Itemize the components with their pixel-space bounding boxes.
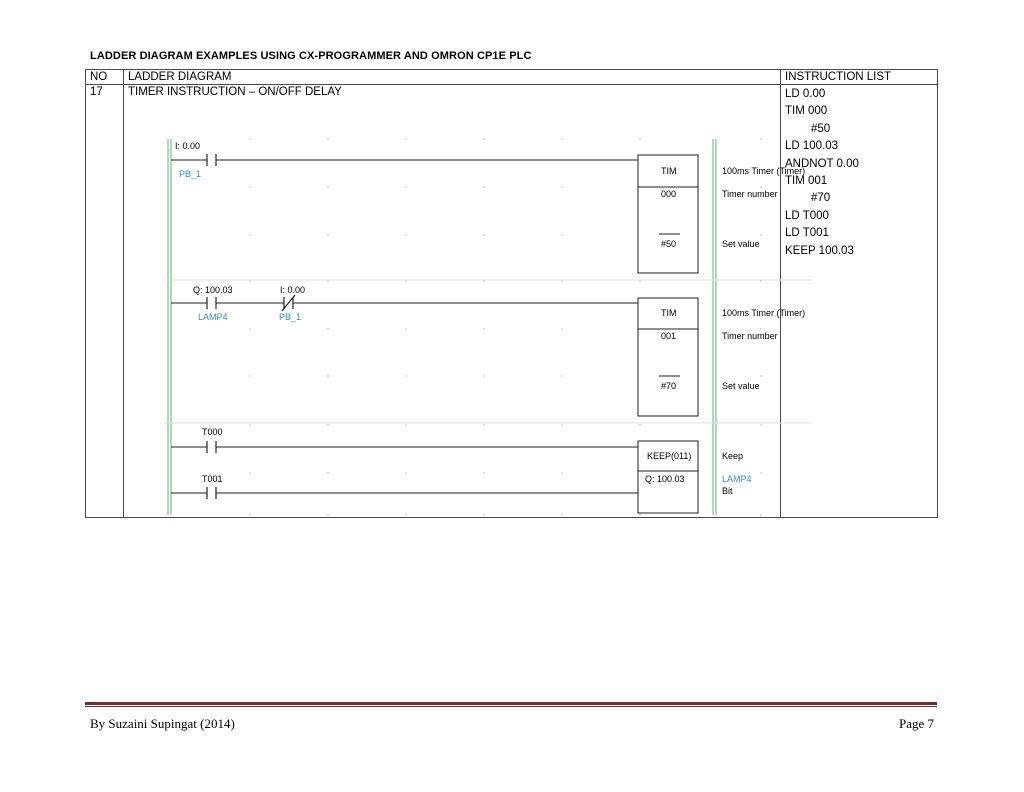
grid-dot [760, 328, 762, 330]
rung1-block-name: TIM [661, 166, 677, 176]
rung1-timer-number: 000 [661, 189, 677, 199]
grid-dot [249, 234, 251, 236]
rung1-set-value: #50 [661, 239, 677, 249]
grid-dot [405, 186, 407, 188]
instruction-line: LD 0.00 [785, 88, 826, 100]
document-title: LADDER DIAGRAM EXAMPLES USING CX-PROGRAMMER AND OMRON CP1E PLC [90, 50, 532, 62]
instruction-line: TIM 000 [785, 105, 828, 118]
grid-dot [639, 424, 641, 426]
grid-dot [639, 138, 641, 140]
grid-dot [249, 514, 251, 516]
grid-dot [483, 424, 485, 426]
rung3-desc-block: Keep [722, 451, 744, 461]
rung3-reset-contact[interactable] [207, 487, 216, 499]
rung3-block-operand: Q: 100.03 [645, 474, 685, 484]
instruction-line: LD 100.03 [785, 140, 839, 153]
grid-dot [561, 234, 563, 236]
rung2-no-contact[interactable] [207, 297, 216, 309]
grid-dot [483, 186, 485, 188]
grid-dot [405, 328, 407, 330]
grid-dot [760, 514, 762, 516]
rung2-block-name: TIM [661, 308, 677, 318]
grid-dot [483, 328, 485, 330]
rung1-desc-number: Timer number [722, 189, 778, 199]
grid-dot [483, 234, 485, 236]
rung-3 [171, 427, 752, 513]
grid-dot [327, 472, 329, 474]
header-no: NO [86, 70, 124, 85]
grid-dot [561, 186, 563, 188]
grid-dot [327, 186, 329, 188]
rung1-contact-comment: PB_1 [179, 169, 202, 179]
rung3-desc-operand-comment: LAMP4 [722, 474, 752, 484]
grid-dot [405, 472, 407, 474]
grid-dot [405, 234, 407, 236]
footer-rule [85, 702, 937, 705]
grid-dot [405, 424, 407, 426]
diagram-title: TIMER INSTRUCTION – ON/OFF DELAY [128, 86, 342, 98]
rung-1 [171, 141, 805, 273]
footer-page-number: Page 7 [898, 716, 934, 731]
grid-dot [760, 375, 762, 377]
rung1-no-contact[interactable] [207, 154, 216, 166]
ladder-table [85, 69, 938, 518]
grid-dot [249, 328, 251, 330]
instruction-list-cell [781, 85, 938, 518]
grid-dot [327, 375, 329, 377]
rung2-desc-number: Timer number [722, 331, 778, 341]
rung1-contact-address: I: 0.00 [175, 141, 201, 151]
grid-dot [760, 234, 762, 236]
grid-dot [249, 472, 251, 474]
instruction-line: #50 [811, 122, 831, 135]
grid-dot [561, 472, 563, 474]
grid-dot [327, 514, 329, 516]
instruction-line: #70 [811, 192, 831, 205]
rung3-set-address: T000 [202, 427, 223, 437]
rung-2 [171, 285, 805, 416]
grid-dot [760, 186, 762, 188]
instruction-line: KEEP 100.03 [785, 244, 854, 257]
footer-author: By Suzaini Supingat (2014) [90, 716, 235, 731]
grid-dot [327, 424, 329, 426]
instruction-line: LD T000 [785, 209, 829, 222]
grid-dot [327, 234, 329, 236]
instruction-line: ANDNOT 0.00 [785, 157, 859, 170]
grid-dot [483, 138, 485, 140]
grid-dot [561, 138, 563, 140]
grid-dot [249, 424, 251, 426]
grid-dot [561, 328, 563, 330]
footer-rule-thin [85, 706, 937, 707]
row-number: 17 [86, 85, 124, 518]
grid-dot [327, 138, 329, 140]
grid-dot [249, 186, 251, 188]
rung3-desc-operand-type: Bit [722, 486, 733, 496]
rung3-set-contact[interactable] [207, 441, 216, 453]
rung1-desc-set: Set value [722, 239, 760, 249]
rung3-reset-address: T001 [202, 474, 223, 484]
rung2-desc-block: 100ms Timer (Timer) [722, 308, 806, 318]
rung2-contact1-comment: LAMP4 [198, 312, 228, 322]
rung2-timer-number: 001 [661, 331, 677, 341]
rung2-contact1-address: Q: 100.03 [193, 285, 233, 295]
rung2-desc-set: Set value [722, 381, 760, 391]
instruction-list [785, 86, 933, 260]
grid-dot [561, 375, 563, 377]
grid-dot [405, 514, 407, 516]
table-row [86, 85, 938, 518]
table-header-row [86, 70, 938, 85]
rung2-contact2-address: I: 0.00 [280, 285, 306, 295]
header-ladder-diagram: LADDER DIAGRAM [124, 70, 781, 85]
grid-dot [760, 424, 762, 426]
grid-dot [405, 375, 407, 377]
grid-dot [561, 424, 563, 426]
grid-dot [483, 472, 485, 474]
grid-dot [327, 328, 329, 330]
grid-dot [405, 138, 407, 140]
grid-dot [249, 138, 251, 140]
rung1-desc-block: 100ms Timer (Timer) [722, 166, 806, 176]
grid-dot [760, 472, 762, 474]
instruction-line: TIM 001 [785, 175, 828, 188]
grid-dot [639, 514, 641, 516]
grid-dot [249, 375, 251, 377]
rung2-contact2-comment: PB_1 [279, 312, 302, 322]
rung3-block-name: KEEP(011) [647, 451, 692, 461]
grid-dot [760, 138, 762, 140]
header-instruction-list: INSTRUCTION LIST [781, 70, 938, 85]
grid-dot [561, 514, 563, 516]
grid-dot [483, 514, 485, 516]
instruction-line: LD T001 [785, 227, 829, 240]
rung2-set-value: #70 [661, 381, 677, 391]
grid-dot [483, 375, 485, 377]
